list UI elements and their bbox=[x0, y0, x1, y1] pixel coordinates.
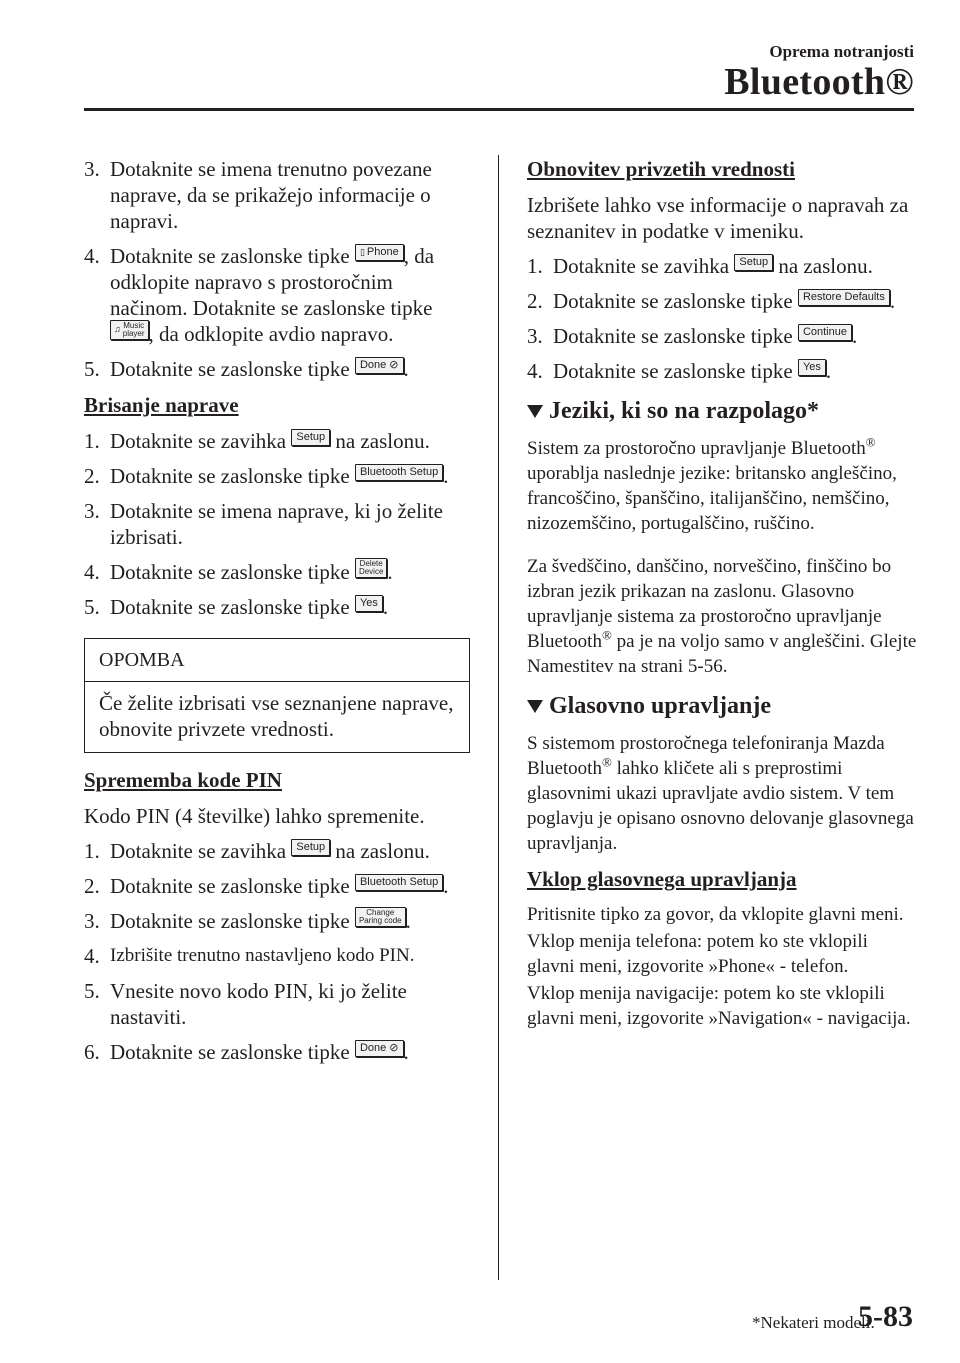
voice-control-heading: Glasovno upravljanje bbox=[527, 693, 917, 719]
delete-step-4 bbox=[84, 559, 470, 585]
step-text: Dotaknite se imena trenutno povezane naprave, da se prikažejo informacije o napravi. bbox=[110, 157, 432, 233]
setup-tab-button[interactable]: Setup bbox=[291, 839, 330, 856]
setup-tab-button[interactable]: Setup bbox=[734, 254, 773, 271]
music-note-icon: ♫ bbox=[114, 324, 121, 335]
step-number: 2. bbox=[527, 289, 543, 313]
check-icon: ⊘ bbox=[389, 358, 399, 371]
step-text: Dotaknite se zavihka Setup na zaslonu. bbox=[110, 839, 430, 863]
step-number: 5. bbox=[84, 595, 100, 619]
step-number: 6. bbox=[84, 1040, 100, 1064]
enable-voice-paragraph-1: Pritisnite tipko za govor, da vklopite glavni meni. bbox=[527, 904, 904, 925]
pin-step-6 bbox=[84, 1039, 470, 1065]
step-text: Dotaknite se zaslonske tipke Bluetooth Setup . bbox=[110, 464, 449, 488]
music-player-button[interactable]: ♫ Music player bbox=[110, 320, 149, 340]
step-text: Dotaknite se zavihka Setup na zaslonu. bbox=[553, 254, 873, 278]
delete-step-5 bbox=[84, 594, 470, 620]
right-column bbox=[527, 156, 917, 1040]
step-number: 4. bbox=[84, 560, 100, 584]
step-text: Dotaknite se zaslonske tipke Delete Device . bbox=[110, 559, 393, 584]
step-text: Dotaknite se zaslonske tipke Done ⊘ . bbox=[110, 1040, 409, 1064]
pin-step-2 bbox=[84, 873, 470, 899]
bluetooth-setup-button[interactable]: Bluetooth Setup bbox=[355, 874, 443, 891]
pin-intro: Kodo PIN (4 številke) lahko spremenite. bbox=[84, 804, 425, 828]
restore-step-2 bbox=[527, 288, 917, 314]
step-text: Dotaknite se zaslonske tipke Restore Defaults . bbox=[553, 289, 896, 313]
delete-device-button[interactable]: Delete Device bbox=[355, 558, 387, 578]
step-number: 4. bbox=[84, 244, 100, 268]
continue-button[interactable]: Continue bbox=[798, 324, 852, 341]
page-title: Bluetooth® bbox=[724, 61, 914, 103]
step-4 bbox=[84, 243, 470, 347]
step-text: Dotaknite se zaslonske tipke Yes . bbox=[110, 595, 389, 619]
languages-paragraph-2: Za švedščino, danščino, norveščino, finščino bo izbran jezik prikazan na zaslonu. Glasovno upravljanje sistema za prostoročno upravljanje Bluetooth® pa je na voljo samo v angleščini. Glejte Namestitev na strani 5-56. bbox=[527, 556, 917, 677]
restore-defaults-button[interactable]: Restore Defaults bbox=[798, 289, 890, 306]
step-number: 3. bbox=[84, 157, 100, 181]
phone-icon: ▯ bbox=[359, 246, 365, 257]
enable-voice-heading: Vklop glasovnega upravljanja bbox=[527, 867, 797, 891]
restore-step-3 bbox=[527, 323, 917, 349]
step-text: Dotaknite se zaslonske tipke ▯ Phone , da odklopite napravo s prostoročnim načinom. Dotaknite se zaslonske tipke ♫ Music player , da odklopite avdio napravo. bbox=[110, 244, 435, 346]
done-button[interactable]: Done ⊘ bbox=[355, 357, 404, 374]
pin-step-3 bbox=[84, 908, 470, 934]
delete-step-2 bbox=[84, 463, 470, 489]
setup-tab-button[interactable]: Setup bbox=[291, 429, 330, 446]
header-rule bbox=[84, 108, 914, 111]
left-column bbox=[84, 156, 470, 1074]
languages-paragraph-1: Sistem za prostoročno upravljanje Bluetooth® uporablja naslednje jezike: britansko angleščino, francoščino, španščino, italijanščino, nemščino, nizozemščino, portugalščino, ruščino. bbox=[527, 434, 897, 534]
check-icon: ⊘ bbox=[389, 1041, 399, 1054]
step-number: 1. bbox=[527, 254, 543, 278]
step-number: 3. bbox=[84, 909, 100, 933]
enable-voice-paragraph-3: Vklop menija navigacije: potem ko ste vklopili glavni meni, izgovorite »Navigation« - navigacija. bbox=[527, 983, 911, 1029]
column-divider bbox=[498, 155, 499, 1280]
step-3 bbox=[84, 156, 470, 234]
change-pairing-code-button[interactable]: Change Paring code bbox=[355, 907, 406, 927]
step-5 bbox=[84, 356, 470, 382]
step-text: Vnesite novo kodo PIN, ki jo želite nastaviti. bbox=[110, 979, 407, 1029]
step-number: 1. bbox=[84, 839, 100, 863]
step-number: 4. bbox=[527, 359, 543, 383]
step-number: 3. bbox=[527, 324, 543, 348]
step-text: Dotaknite se zaslonske tipke Change Paring code . bbox=[110, 908, 411, 933]
restore-step-1 bbox=[527, 253, 917, 279]
bluetooth-setup-button[interactable]: Bluetooth Setup bbox=[355, 464, 443, 481]
triangle-bullet-icon bbox=[527, 405, 543, 418]
note-body: Če želite izbrisati vse seznanjene naprave, obnovite privzete vrednosti. bbox=[99, 691, 454, 741]
step-number: 3. bbox=[84, 499, 100, 523]
restore-intro: Izbrišete lahko vse informacije o napravah za seznanitev in podatke v imeniku. bbox=[527, 193, 909, 243]
step-number: 2. bbox=[84, 464, 100, 488]
languages-heading: Jeziki, ki so na razpolago* bbox=[527, 398, 917, 424]
step-text: Dotaknite se zaslonske tipke Continue . bbox=[553, 324, 858, 348]
note-title: OPOMBA bbox=[85, 639, 469, 682]
step-text: Dotaknite se imena naprave, ki jo želite izbrisati. bbox=[110, 499, 443, 549]
step-text: Dotaknite se zaslonske tipke Yes . bbox=[553, 359, 832, 383]
pin-step-4 bbox=[84, 943, 470, 969]
note-box bbox=[84, 638, 470, 753]
step-number: 5. bbox=[84, 357, 100, 381]
yes-button[interactable]: Yes bbox=[798, 359, 826, 376]
phone-button[interactable]: ▯ Phone bbox=[355, 244, 404, 261]
section-label: Oprema notranjosti bbox=[769, 42, 914, 61]
step-text: Dotaknite se zaslonske tipke Done ⊘ . bbox=[110, 357, 409, 381]
footnote: *Nekateri modeli. bbox=[752, 1313, 875, 1332]
restore-defaults-heading: Obnovitev privzetih vrednosti bbox=[527, 157, 795, 181]
done-button[interactable]: Done ⊘ bbox=[355, 1040, 404, 1057]
pin-step-1 bbox=[84, 838, 470, 864]
step-text: Dotaknite se zavihka Setup na zaslonu. bbox=[110, 429, 430, 453]
step-number: 4. bbox=[84, 944, 100, 968]
restore-step-4 bbox=[527, 358, 917, 384]
pin-step-5 bbox=[84, 978, 470, 1030]
step-number: 1. bbox=[84, 429, 100, 453]
step-text: Izbrišite trenutno nastavljeno kodo PIN. bbox=[110, 945, 415, 966]
delete-step-1 bbox=[84, 428, 470, 454]
enable-voice-paragraph-2: Vklop menija telefona: potem ko ste vklopili glavni meni, izgovorite »Phone« - telefon. bbox=[527, 931, 868, 977]
triangle-bullet-icon bbox=[527, 700, 543, 713]
step-text: Dotaknite se zaslonske tipke Bluetooth Setup . bbox=[110, 874, 449, 898]
page-number: 5-83 bbox=[858, 1300, 913, 1333]
delete-device-heading: Brisanje naprave bbox=[84, 393, 239, 417]
step-number: 5. bbox=[84, 979, 100, 1003]
delete-step-3 bbox=[84, 498, 470, 550]
yes-button[interactable]: Yes bbox=[355, 595, 383, 612]
pin-change-heading: Sprememba kode PIN bbox=[84, 768, 282, 792]
step-number: 2. bbox=[84, 874, 100, 898]
voice-control-paragraph: S sistemom prostoročnega telefoniranja Mazda Bluetooth® lahko kličete ali s preprostimi glasovnimi ukazi upravljate avdio sistem. V tem poglavju je opisano osnovno delovanje glasovnega upravljanja. bbox=[527, 733, 914, 854]
